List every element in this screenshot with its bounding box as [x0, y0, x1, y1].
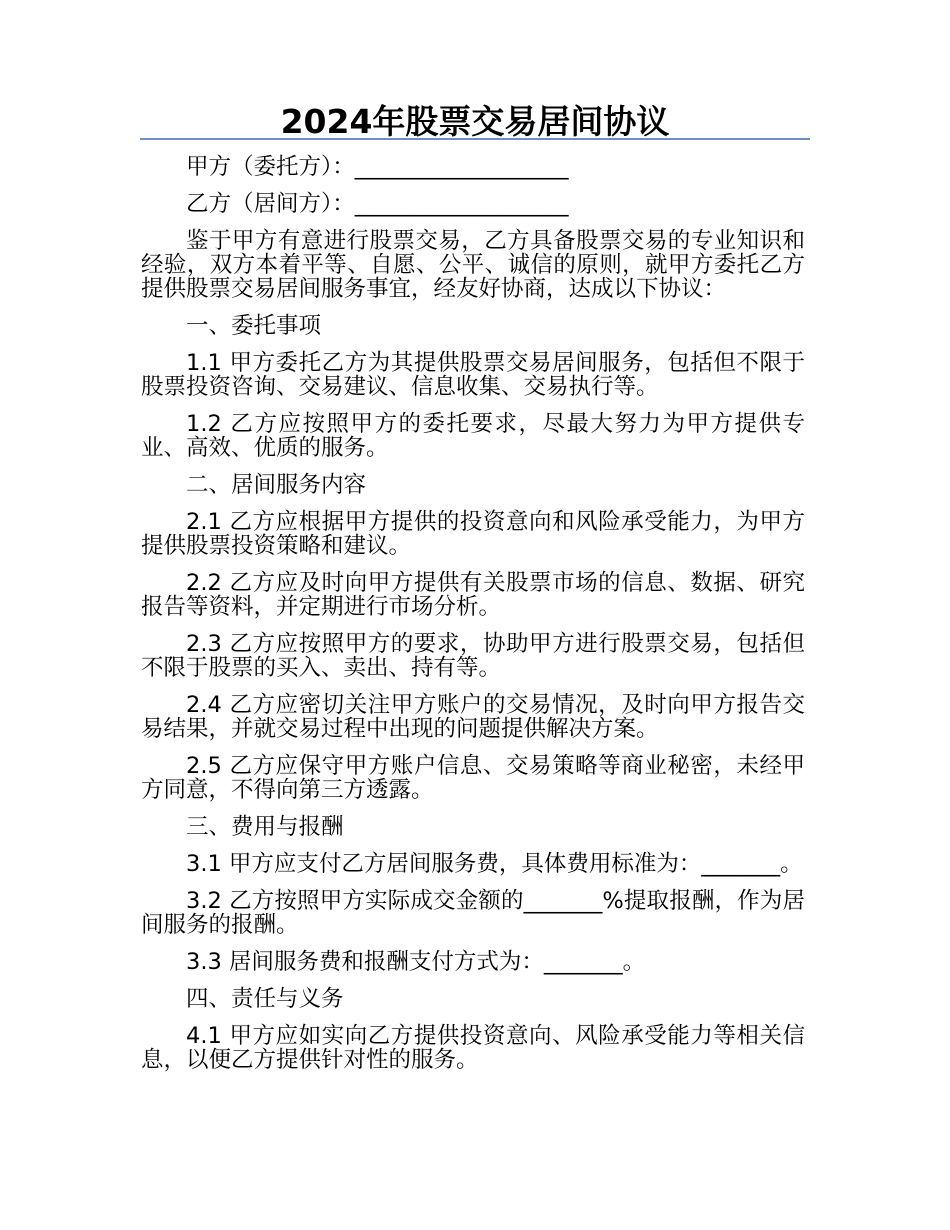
section-heading-3: 三、费用与报酬 [186, 814, 344, 840]
clause-2-5: 2.5 乙方应保守甲方账户信息、交易策略等商业秘密，未经甲方同意，不得向第三方透露。 [141, 753, 805, 803]
title-underline [140, 138, 810, 140]
section-heading-1: 一、委托事项 [186, 313, 322, 339]
clause-1-1: 1.1 甲方委托乙方为其提供股票交易居间服务，包括但不限于股票投资咨询、交易建议、信息收集、交易执行等。 [141, 350, 805, 400]
clause-2-4: 2.4 乙方应密切关注甲方账户的交易情况，及时向甲方报告交易结果，并就交易过程中出现的问题提供解决方案。 [141, 692, 805, 742]
party-a-label: 甲方（委托方）： [186, 154, 355, 180]
document-body [141, 155, 805, 1072]
clause-1-2: 1.2 乙方应按照甲方的委托要求，尽最大努力为甲方提供专业、高效、优质的服务。 [141, 411, 805, 461]
clause-2-1: 2.1 乙方应根据甲方提供的投资意向和风险承受能力，为甲方提供股票投资策略和建议。 [141, 509, 805, 559]
clause-3-3: 3.3 居间服务费和报酬支付方式为：_______。 [186, 949, 646, 975]
clause-3-2: 3.2 乙方按照甲方实际成交金额的_______%提取报酬，作为居间服务的报酬。 [141, 888, 805, 938]
clause-2-3: 2.3 乙方应按照甲方的要求，协助甲方进行股票交易，包括但不限于股票的买入、卖出、持有等。 [141, 631, 805, 681]
document-title: 2024年股票交易居间协议 [280, 102, 670, 141]
preamble-paragraph: 鉴于甲方有意进行股票交易，乙方具备股票交易的专业知识和经验，双方本着平等、自愿、公平、诚信的原则，就甲方委托乙方提供股票交易居间服务事宜，经友好协商，达成以下协议： [141, 228, 805, 302]
section-heading-4: 四、责任与义务 [186, 986, 344, 1012]
party-a-line [141, 155, 805, 179]
clause-2-2: 2.2 乙方应及时向甲方提供有关股票市场的信息、数据、研究报告等资料，并定期进行市场分析。 [141, 570, 805, 620]
party-b-blank: ___________________ [354, 191, 569, 217]
clause-3-1: 3.1 甲方应支付乙方居间服务费，具体费用标准为：_______。 [186, 851, 803, 877]
party-b-label: 乙方（居间方）： [186, 191, 355, 217]
party-a-blank: ___________________ [354, 154, 569, 180]
section-heading-2: 二、居间服务内容 [186, 472, 367, 498]
party-b-line [141, 192, 805, 216]
clause-4-1: 4.1 甲方应如实向乙方提供投资意向、风险承受能力等相关信息，以便乙方提供针对性的服务。 [141, 1023, 805, 1073]
